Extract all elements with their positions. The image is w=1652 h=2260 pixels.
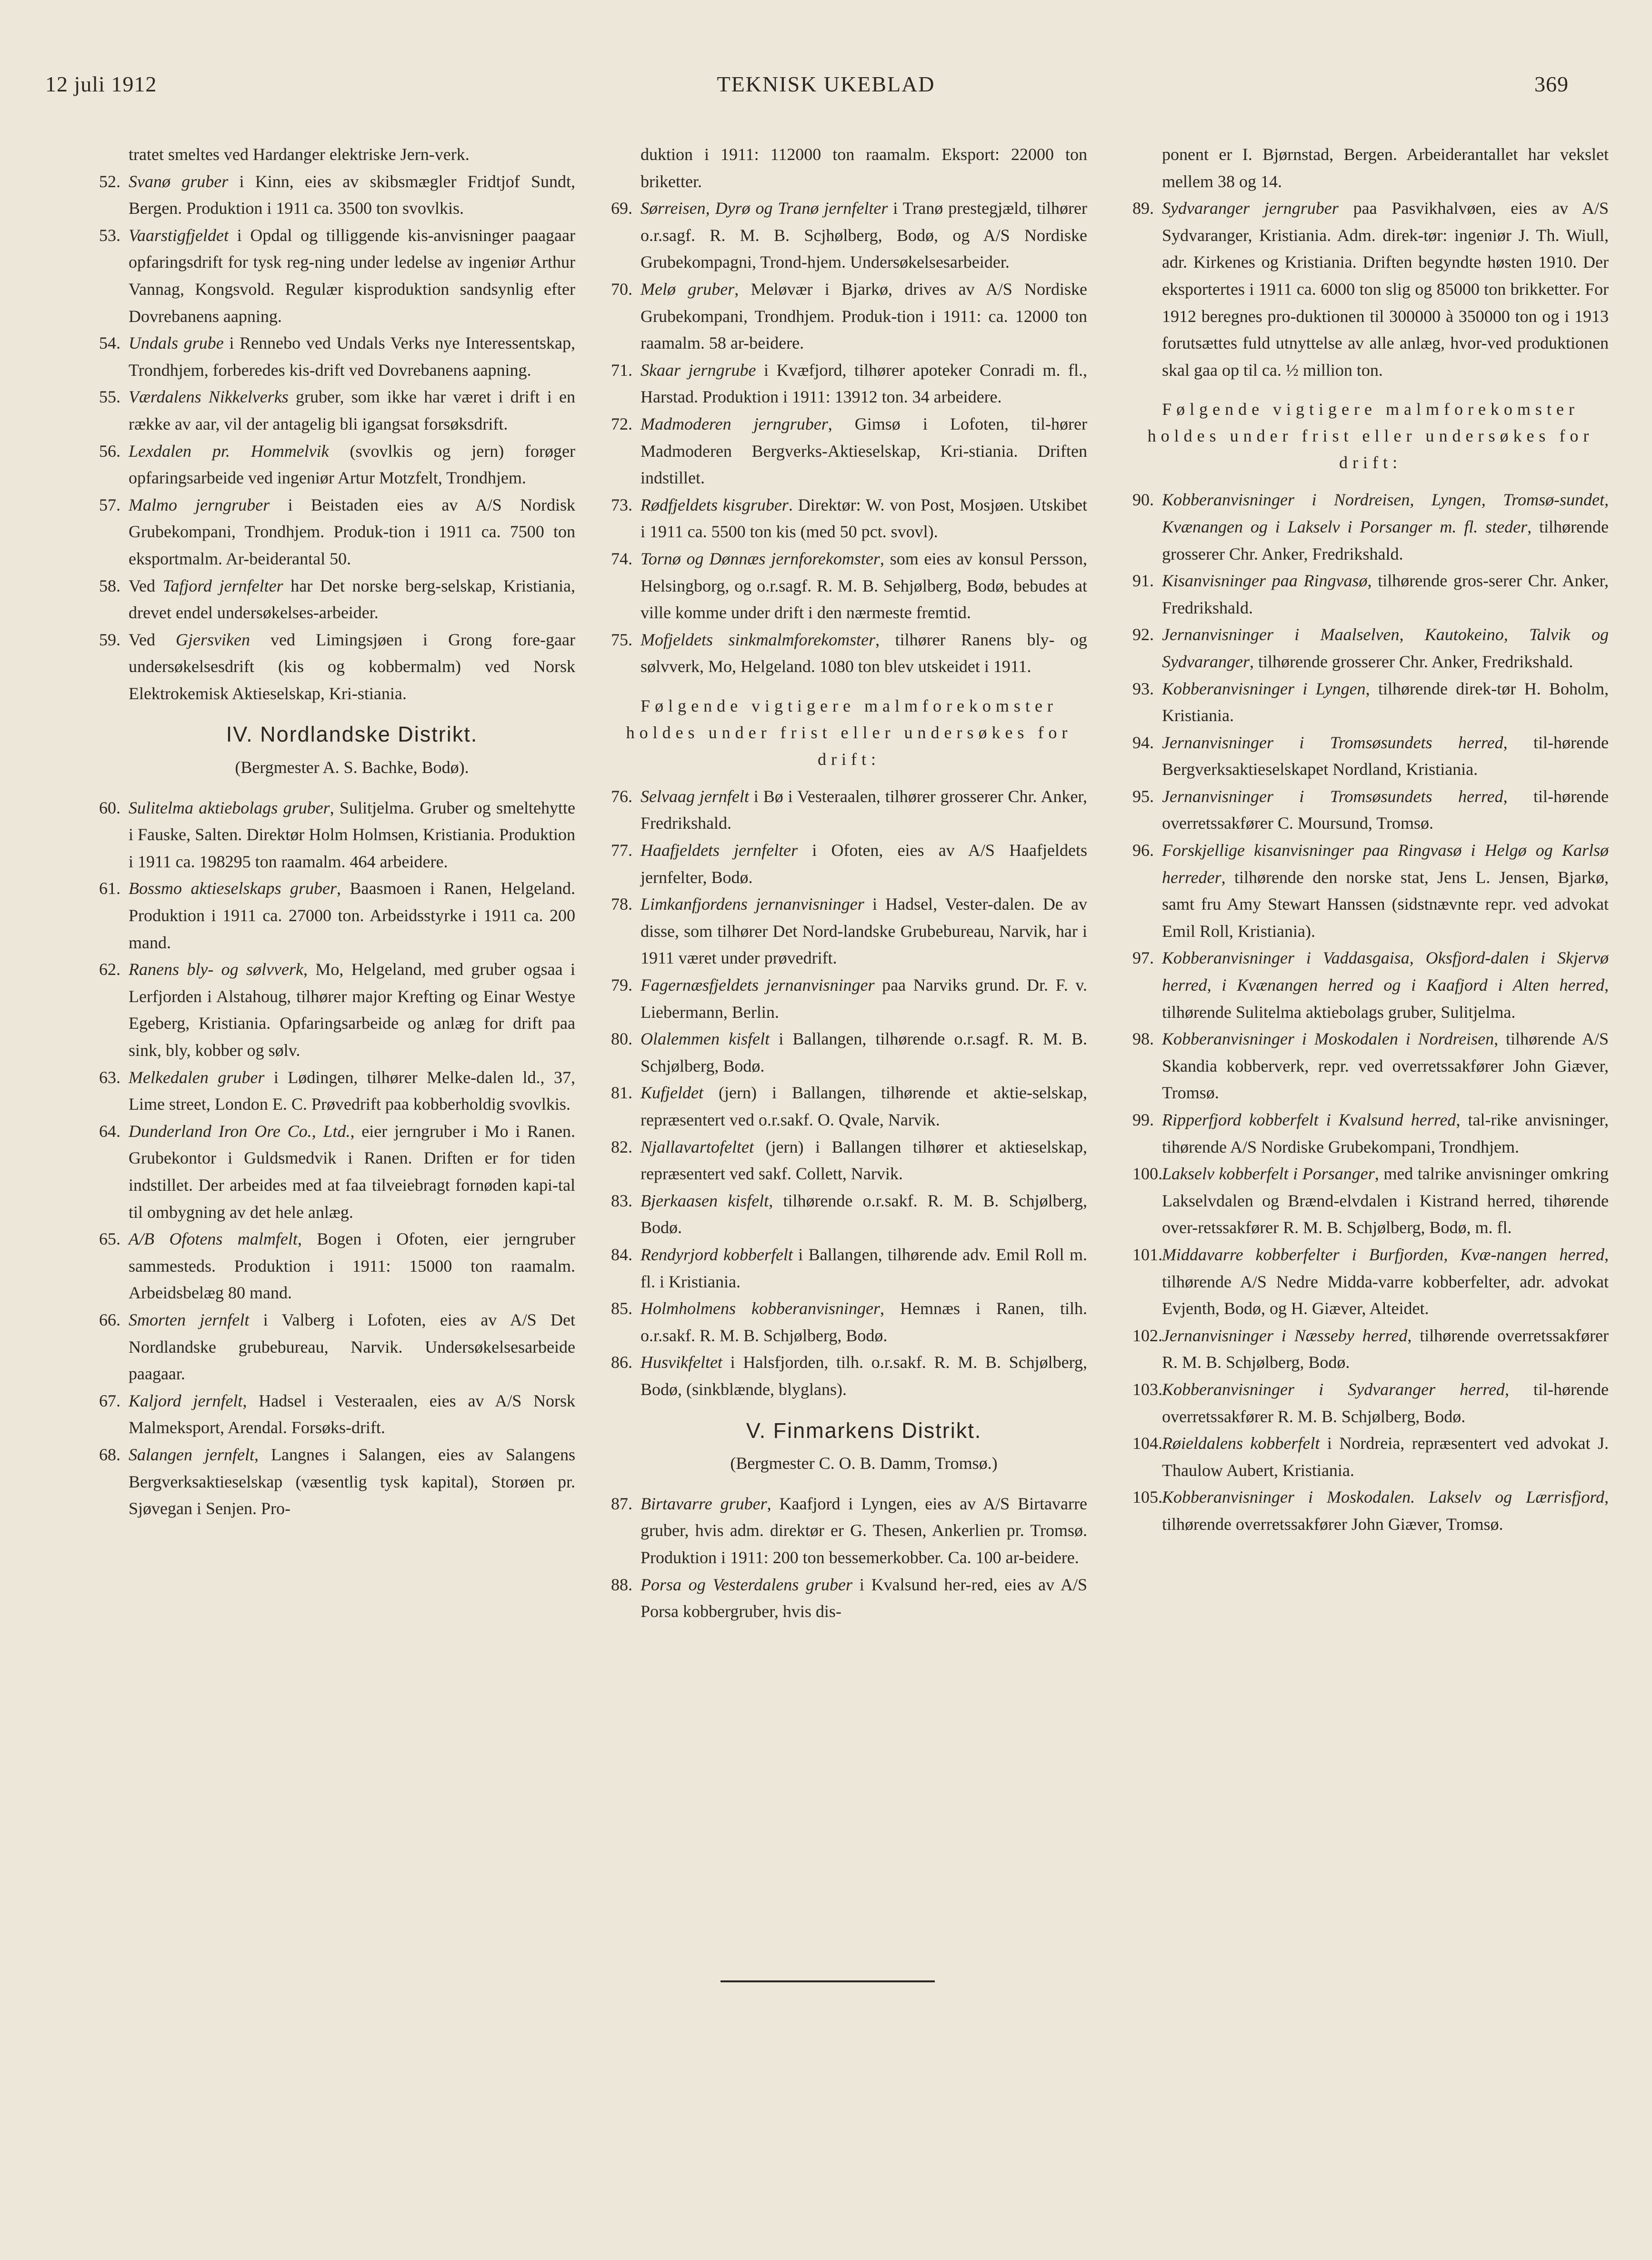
entry-text: , tilhørende grosserer Chr. Anker, Fredrikshald. [1249,652,1573,671]
entry-name: Ranens bly- og sølvverk [129,960,303,979]
list-item [611,1025,1087,1079]
entry-name: Vaarstigfjeldet [129,225,229,245]
list-item [1132,486,1609,567]
list-item [99,492,575,573]
entry-name: Kobberanvisninger i Moskodalen i Nordreisen [1162,1029,1494,1049]
entry-text: , til-hørende overretssakfører C. Moursund, Tromsø. [1162,786,1609,833]
list-item [99,573,575,626]
entry-number: 58. [99,576,120,595]
entry-number: 85. [611,1299,632,1318]
entry-name: Haafjeldets jernfelter [641,841,798,860]
list-item [99,330,575,383]
list-item [611,1134,1087,1187]
entry-list [611,1490,1087,1625]
list-item [1132,1430,1609,1484]
end-rule [721,1980,935,1982]
entry-text: ved Limingsjøen i Grong fore-gaar undersøkelsesdrift (kis og kobbermalm) ved Norsk Elektrokemisk Aktieselskap, Kri-stiania. [129,630,575,703]
list-item [1132,944,1609,1025]
entry-text: , tilhørende overretssakfører R. M. B. Schjølberg, Bodø. [1162,1326,1609,1372]
entry-text: i Kinn, eies av skibsmægler Fridtjof Sundt, Bergen. Produktion i 1911 ca. 3500 ton svovlkis. [129,171,575,218]
entry-name: Njallavartofeltet [641,1137,754,1156]
entry-number: 91. [1132,571,1154,591]
entry-text: , med talrike anvisninger omkring Lakselvdalen og Brænd-elvdalen i Kistrand herred, tihørende over-retssakfører R. M. B. Schjølberg, Bodø, m. fl. [1162,1164,1609,1237]
list-item [611,972,1087,1025]
entry-name: Bossmo aktieselskaps gruber [129,879,337,898]
list-item [99,1306,575,1387]
entry-text: , tilhørende direk-tør H. Boholm, Kristiania. [1162,679,1609,725]
entry-name: Forskjellige kisanvisninger paa Ringvasø i Helgø og Karlsø herreder [1162,841,1609,887]
entry-text: i Kvalsund her-red, eies av A/S Porsa kobbergruber, hvis dis- [641,1575,1087,1621]
entry-number: 75. [611,630,632,649]
entry-name: Sulitelma aktiebolags gruber [129,798,330,817]
entry-text: i Tranø prestegjæld, tilhører o.r.sagf. R. M. B. Scjhølberg, Bodø, og A/S Nordiske Grubekompagni, Trond-hjem. Undersøkelsesarbeider. [641,199,1087,272]
list-item [1132,621,1609,675]
entry-name: Værdalens Nikkelverks [129,387,289,407]
entry-text: , tilhørende gros-serer Chr. Anker, Fredrikshald. [1162,571,1609,617]
entry-name: Birtavarre gruber [641,1494,767,1513]
entry-name: Limkanfjordens jernanvisninger [641,894,864,914]
list-item [611,783,1087,837]
entry-text: paa Narviks grund. Dr. F. v. Liebermann, Berlin. [641,975,1087,1022]
list-item [99,626,575,707]
entry-number: 80. [611,1029,632,1049]
entry-name: Skaar jerngrube [641,360,756,380]
entry-number: 66. [99,1310,120,1329]
entry-text: (jern) i Ballangen tilhører et aktieselskap, repræsentert ved sakf. Collett, Narvik. [641,1137,1087,1184]
entry-number: 92. [1132,625,1154,644]
entry-name: Tafjord jernfelter [162,576,283,595]
entry-number: 79. [611,975,632,995]
list-item [611,357,1087,411]
list-item [1132,1025,1609,1106]
entry-text: , eier jerngruber i Mo i Ranen. Grubekontor i Guldsmedvik i Ranen. Driften er for tiden indstillet. Der arbeides med at faa tilveiebragt fornøden kapi-tal til ombygning av det hele anlæg. [129,1121,576,1222]
list-item [611,1079,1087,1133]
entry-number: 53. [99,225,120,245]
entry-name: Undals grube [129,333,224,353]
entry-name: Selvaag jernfelt [641,786,749,806]
list-item [1132,837,1609,944]
entry-text: gruber, som ikke har været i drift i en række av aar, vil der antagelig bli igangsat forsøksdrift. [129,387,575,433]
column-middle [611,141,1087,1625]
entry-number: 101. [1132,1245,1162,1264]
entry-name: Madmoderen jerngruber [641,414,828,433]
entry-prefix: Ved [129,630,176,649]
entry-number: 55. [99,387,120,407]
list-item [611,1241,1087,1295]
entry-name: Salangen jernfelt [129,1445,254,1464]
list-item [99,438,575,492]
entry-text: (svovlkis og jern) forøger opfaringsarbeide ved ingeniør Artur Motzfelt, Trondhjem. [129,441,575,488]
continued-text: duktion i 1911: 112000 ton raamalm. Eksport: 22000 ton briketter. [641,145,1087,191]
entry-number: 83. [611,1191,632,1210]
entry-text: , Langnes i Salangen, eies av Salangens Bergverksaktieselskap (væsentlig tysk kapital), Storøen pr. Sjøvegan i Senjen. Pro- [129,1445,575,1518]
entry-number: 72. [611,414,632,433]
entry-number: 57. [99,495,120,514]
entry-text: , Kaafjord i Lyngen, eies av A/S Birtavarre gruber, hvis adm. direktør er G. Thesen, Ankerlien pr. Tromsø. Produktion i 1911: 200 ton bessemerkobber. Ca. 100 ar-beidere. [641,1494,1087,1567]
entry-number: 54. [99,333,120,353]
entry-name: A/B Ofotens malmfelt [129,1229,298,1249]
entry-text: , tilhører Ranens bly- og sølvverk, Mo, Helgeland. 1080 ton blev utskeidet i 1911. [641,630,1087,676]
list-item [611,492,1087,545]
list-item [99,956,575,1064]
journal-title: TEKNISK UKEBLAD [717,72,935,96]
entry-name: Kaljord jernfelt [129,1391,243,1410]
entry-name: Kobberanvisninger i Sydvaranger herred [1162,1379,1505,1399]
list-item [611,1571,1087,1625]
list-item [1132,1241,1609,1322]
entry-name: Jernanvisninger i Tromsøsundets herred [1162,733,1503,752]
list-item [611,1490,1087,1571]
entry-list [1132,195,1609,383]
entry-number: 67. [99,1391,120,1410]
entry-number: 52. [99,171,120,191]
entry-number: 77. [611,841,632,860]
list-item [99,875,575,956]
entry-name: Gjersviken [176,630,250,649]
entry-text: , tilhørende A/S Skandia kobberverk, repr. ved overretssakfører John Giæver, Tromsø. [1162,1029,1609,1103]
entry-name: Melkedalen gruber [129,1067,265,1087]
entry-name: Kufjeldet [641,1083,703,1103]
entry-name: Kobberanvisninger i Lyngen [1162,679,1366,698]
entry-text: , Mo, Helgeland, med gruber ogsaa i Lerfjorden i Alstahoug, tilhører major Krefting og Einar Westye Egeberg, Kristiania. Opfaringsarbeide og anlæg for drift paa sink, bly, kobber og sølv. [129,960,575,1060]
entry-number: 84. [611,1245,632,1264]
entry-list [99,794,575,1522]
entry-prefix: Ved [129,576,163,595]
entry-number: 68. [99,1445,120,1464]
list-item [99,1441,575,1522]
entry-text: i Valberg i Lofoten, eies av A/S Det Nordlandske grubebureau, Narvik. Undersøkelsesarbeide paagaar. [129,1310,576,1384]
list-item [1132,1160,1609,1241]
entry-number: 74. [611,549,632,568]
entry-name: Jernanvisninger i Tromsøsundets herred [1162,786,1503,806]
entry-list [1132,486,1609,1537]
entry-text: , tilhørende grosserer Chr. Anker, Fredrikshald. [1162,517,1609,563]
entry-name: Jernanvisninger i Næsseby herred [1162,1326,1408,1345]
list-item [611,411,1087,492]
continued-text: tratet smeltes ved Hardanger elektriske Jern-verk. [129,145,470,164]
entry-number: 65. [99,1229,120,1249]
entry-text: har Det norske berg-selskap, Kristiania, drevet endel undersøkelses-arbeider. [129,576,575,623]
entry-name: Kisanvisninger paa Ringvasø [1162,571,1368,591]
entry-number: 59. [99,630,120,649]
entry-name: Porsa og Vesterdalens gruber [641,1575,853,1594]
entry-name: Husvikfeltet [641,1353,722,1372]
entry-text: (jern) i Ballangen, tilhørende et aktie-selskap, repræsentert ved o.r.sakf. O. Qvale, Narvik. [641,1083,1087,1129]
entry-name: Holmholmens kobberanvisninger [641,1299,880,1318]
list-item [1132,675,1609,729]
list-item [99,1387,575,1441]
entry-number: 81. [611,1083,632,1103]
entry-text: i Nordreia, repræsentert ved advokat J. Thaulow Aubert, Kristiania. [1162,1434,1609,1480]
list-item [611,545,1087,626]
entry-number: 71. [611,360,632,380]
entry-text: , Bogen i Ofoten, eier jerngruber sammesteds. Produktion i 1911: 15000 ton raamalm. Arbeidsbelæg 80 mand. [129,1229,575,1303]
entry-name: Sørreisen, Dyrø og Tranø jernfelter [641,199,888,218]
section-subheading: (Bergmester A. S. Bachke, Bodø). [235,758,469,777]
entry-name: Kobberanvisninger i Vaddasgaisa, Oksfjord-dalen i Skjervø herred, i Kvænangen herred og i Kaafjord i Alten herred [1162,948,1609,995]
entry-number: 60. [99,798,120,817]
entry-list [611,195,1087,680]
entry-text: , Baasmoen i Ranen, Helgeland. Produktion i 1911 ca. 27000 ton. Arbeidsstyrke i 1911 ca. 200 mand. [129,879,575,952]
list-item [99,1118,575,1225]
entry-text: i Kvæfjord, tilhører apoteker Conradi m. fl., Harstad. Produktion i 1911: 13912 ton. 34 arbeidere. [641,360,1087,407]
entry-name: Rendyrjord kobberfelt [641,1245,793,1264]
entry-number: 97. [1132,948,1154,968]
entry-text: , tilhørende A/S Nedre Midda-varre kobberfelter, adr. advokat Evjenth, Bodø, og H. Giæver, Alteidet. [1162,1245,1609,1318]
entry-text: i Halsfjorden, tilh. o.r.sakf. R. M. B. Schjølberg, Bodø, (sinkblænde, blyglans). [641,1353,1087,1399]
entry-number: 95. [1132,786,1154,806]
entry-name: Ripperfjord kobberfelt i Kvalsund herred [1162,1110,1456,1129]
entry-number: 69. [611,199,632,218]
issue-date: 12 juli 1912 [45,72,157,96]
entry-number: 70. [611,279,632,299]
continued-text: ponent er I. Bjørnstad, Bergen. Arbeiderantallet har vekslet mellem 38 og 14. [1162,145,1609,191]
entry-name: Jernanvisninger i Maalselven, Kautokeino, Talvik og Sydvaranger [1162,625,1609,671]
list-item [99,222,575,330]
entry-text: , Hadsel i Vesteraalen, eies av A/S Norsk Malmeksport, Arendal. Forsøks-drift. [129,1391,575,1437]
entry-text: i Rennebo ved Undals Verks nye Interessentskap, Trondhjem, forberedes kis-drift ved Dovrebanens aapning. [129,333,575,380]
entry-number: 64. [99,1121,120,1141]
list-item [99,383,575,437]
entry-number: 99. [1132,1110,1154,1129]
entry-number: 63. [99,1067,120,1087]
entry-name: Kobberanvisninger i Nordreisen, Lyngen, Tromsø-sundet, Kvænangen og i Lakselv i Porsanger m. fl. steder [1162,490,1609,536]
entry-number: 86. [611,1353,632,1372]
entry-number: 62. [99,960,120,979]
entry-name: Røieldalens kobberfelt [1162,1434,1320,1453]
entry-number: 90. [1132,490,1154,510]
entry-text: i Ofoten, eies av A/S Haafjeldets jernfelter, Bodø. [641,841,1087,887]
spaced-heading: Følgende vigtigere malmforekomster holdes under frist eller undersøkes for drift: [1147,400,1594,472]
entry-number: 105. [1132,1487,1162,1507]
entry-name: Smorten jernfelt [129,1310,250,1329]
column-right [1132,141,1609,1538]
entry-text: , tal-rike anvisninger, tihørende A/S Nordiske Grubekompani, Trondhjem. [1162,1110,1609,1156]
entry-text: , tilhørende Sulitelma aktiebolags gruber, Sulitjelma. [1162,975,1609,1022]
entry-number: 102. [1132,1326,1162,1345]
entry-number: 61. [99,879,120,898]
entry-text: i Ballangen, tilhørende o.r.sagf. R. M. B. Schjølberg, Bodø. [641,1029,1087,1075]
entry-name: Svanø gruber [129,171,229,191]
entry-name: Malmo jerngruber [129,495,270,514]
entry-text: i Hadsel, Vester-dalen. De av disse, som tilhører Det Nord-landske Grubebureau, Narvik, har i 1911 været under prøvedrift. [641,894,1088,968]
list-item [611,1349,1087,1403]
entry-text: . Direktør: W. von Post, Mosjøen. Utskibet i 1911 ca. 5500 ton kis (med 50 pct. svovl). [641,495,1088,542]
list-item [1132,1322,1609,1376]
entry-number: 98. [1132,1029,1154,1049]
entry-number: 93. [1132,679,1154,698]
entry-number: 87. [611,1494,632,1513]
entry-name: Olalemmen kisfelt [641,1029,770,1049]
entry-name: Sydvaranger jerngruber [1162,199,1339,218]
entry-number: 94. [1132,733,1154,752]
list-item [611,276,1087,357]
entry-text: , tilhørende den norske stat, Jens L. Jensen, Bjarkø, samt fru Amy Stewart Hanssen (sidstnævnte repr. ved advokat Emil Roll, Kristiania). [1162,867,1609,941]
section-subheading: (Bergmester C. O. B. Damm, Tromsø.) [730,1454,998,1473]
entry-name: Bjerkaasen kisfelt [641,1191,769,1210]
list-item [611,891,1087,972]
page-header [0,71,1652,110]
list-item [99,1064,575,1118]
list-item [99,1225,575,1306]
entry-number: 103. [1132,1379,1162,1399]
entry-number: 56. [99,441,120,461]
entry-number: 96. [1132,841,1154,860]
entry-text: , Sulitjelma. Gruber og smeltehytte i Fauske, Salten. Direktør Holm Holmsen, Kristiania. Produktion i 1911 ca. 198295 ton raamalm. 464 arbeidere. [129,798,575,871]
list-item [1132,1106,1609,1160]
entry-name: Fagernæsfjeldets jernanvisninger [641,975,875,995]
entry-number: 78. [611,894,632,914]
entry-number: 82. [611,1137,632,1156]
page-number: 369 [1534,72,1569,96]
entry-text: , tilhørende overretssakfører John Giæver, Tromsø. [1162,1487,1609,1534]
entry-name: Dunderland Iron Ore Co., Ltd. [129,1121,350,1141]
entry-name: Rødfjeldets kisgruber [641,495,789,514]
section-heading: V. Finmarkens Distrikt. [746,1418,982,1443]
list-item [611,837,1087,891]
list-item [1132,1376,1609,1430]
entry-number: 100. [1132,1164,1162,1184]
entry-number: 73. [611,495,632,514]
entry-text: i Ballangen, tilhørende adv. Emil Roll m. fl. i Kristiania. [641,1245,1087,1291]
entry-number: 89. [1132,199,1154,218]
list-item [99,168,575,222]
entry-list [99,168,575,707]
entry-text: , tilhørende o.r.sakf. R. M. B. Schjølberg, Bodø. [641,1191,1087,1237]
list-item [1132,783,1609,837]
entry-name: Lakselv kobberfelt i Porsanger [1162,1164,1375,1184]
entry-text: , Meløvær i Bjarkø, drives av A/S Nordiske Grubekompani, Trondhjem. Produk-tion i 1911: ca. 12000 ton raamalm. 58 ar-beidere. [641,279,1087,353]
entry-number: 104. [1132,1434,1162,1453]
entry-text: i Opdal og tilliggende kis-anvisninger paagaar opfaringsdrift for tysk reg-ning under ledelse av ingeniør Arthur Vannag, Kongsvold. Regulær kisproduktion sandsynlig efter Dovrebanens aapning. [129,225,575,326]
spaced-heading: Følgende vigtigere malmforekomster holdes under frist eller undersøkes for drift: [626,696,1072,769]
entry-text: , som eies av konsul Persson, Helsingborg, og o.r.sagf. R. M. B. Sehjølberg, Bodø, bebudes at ville komme under drift i den nærmeste fremtid. [641,549,1087,623]
entry-text: , til-hørende overretssakfører R. M. B. Schjølberg, Bodø. [1162,1379,1609,1426]
list-item [611,195,1087,276]
list-item [99,794,575,875]
entry-name: Kobberanvisninger i Moskodalen. Lakselv og Lærrisfjord [1162,1487,1604,1507]
list-item [611,626,1087,680]
list-item [1132,567,1609,621]
entry-name: Middavarre kobberfelter i Burfjorden, Kvæ-nangen herred [1162,1245,1604,1264]
list-item [1132,1484,1609,1537]
entry-number: 76. [611,786,632,806]
entry-text: i Beistaden eies av A/S Nordisk Grubekompani, Trondhjem. Produk-tion i 1911 ca. 7500 ton eksportmalm. Ar-beiderantal 50. [129,495,575,568]
entry-name: Mofjeldets sinkmalmforekomster [641,630,876,649]
entry-text: , Gimsø i Lofoten, til-hører Madmoderen Bergverks-Aktieselskap, Kri-stiania. Driften indstillet. [641,414,1087,488]
section-heading: IV. Nordlandske Distrikt. [226,722,478,747]
entry-text: paa Pasvikhalvøen, eies av A/S Sydvaranger, Kristiania. Adm. direk-tør: ingeniør J. Th. Wiull, adr. Kirkenes og Kristiania. Driften begyndte høsten 1910. Der eksportertes i 1911 ca. 6000 ton slig og 85000 ton brikketter. For 1912 beregnes pro-duktionen til 300000 à 350000 ton og i 1913 forutsættes fuld utnyttelse av alle anlæg, hvor-ved produktionen skal gaa op til ca. ½ million ton. [1162,199,1609,380]
list-item [611,1187,1087,1241]
entry-list [611,783,1087,1403]
entry-text: , Hemnæs i Ranen, tilh. o.r.sakf. R. M. B. Schjølberg, Bodø. [641,1299,1087,1345]
list-item [611,1295,1087,1349]
entry-name: Tornø og Dønnæs jernforekomster [641,549,880,568]
entry-name: Lexdalen pr. Hommelvik [129,441,329,461]
entry-text: , til-hørende Bergverksaktieselskapet Nordland, Kristiania. [1162,733,1609,779]
list-item [1132,195,1609,383]
entry-number: 88. [611,1575,632,1594]
entry-text: i Bø i Vesteraalen, tilhører grosserer Chr. Anker, Fredrikshald. [641,786,1087,833]
list-item [1132,729,1609,783]
entry-name: Melø gruber [641,279,735,299]
entry-text: i Lødingen, tilhører Melke-dalen ld., 37, Lime street, London E. C. Prøvedrift paa kobberholdig svovlkis. [129,1067,575,1114]
column-left [99,141,575,1522]
